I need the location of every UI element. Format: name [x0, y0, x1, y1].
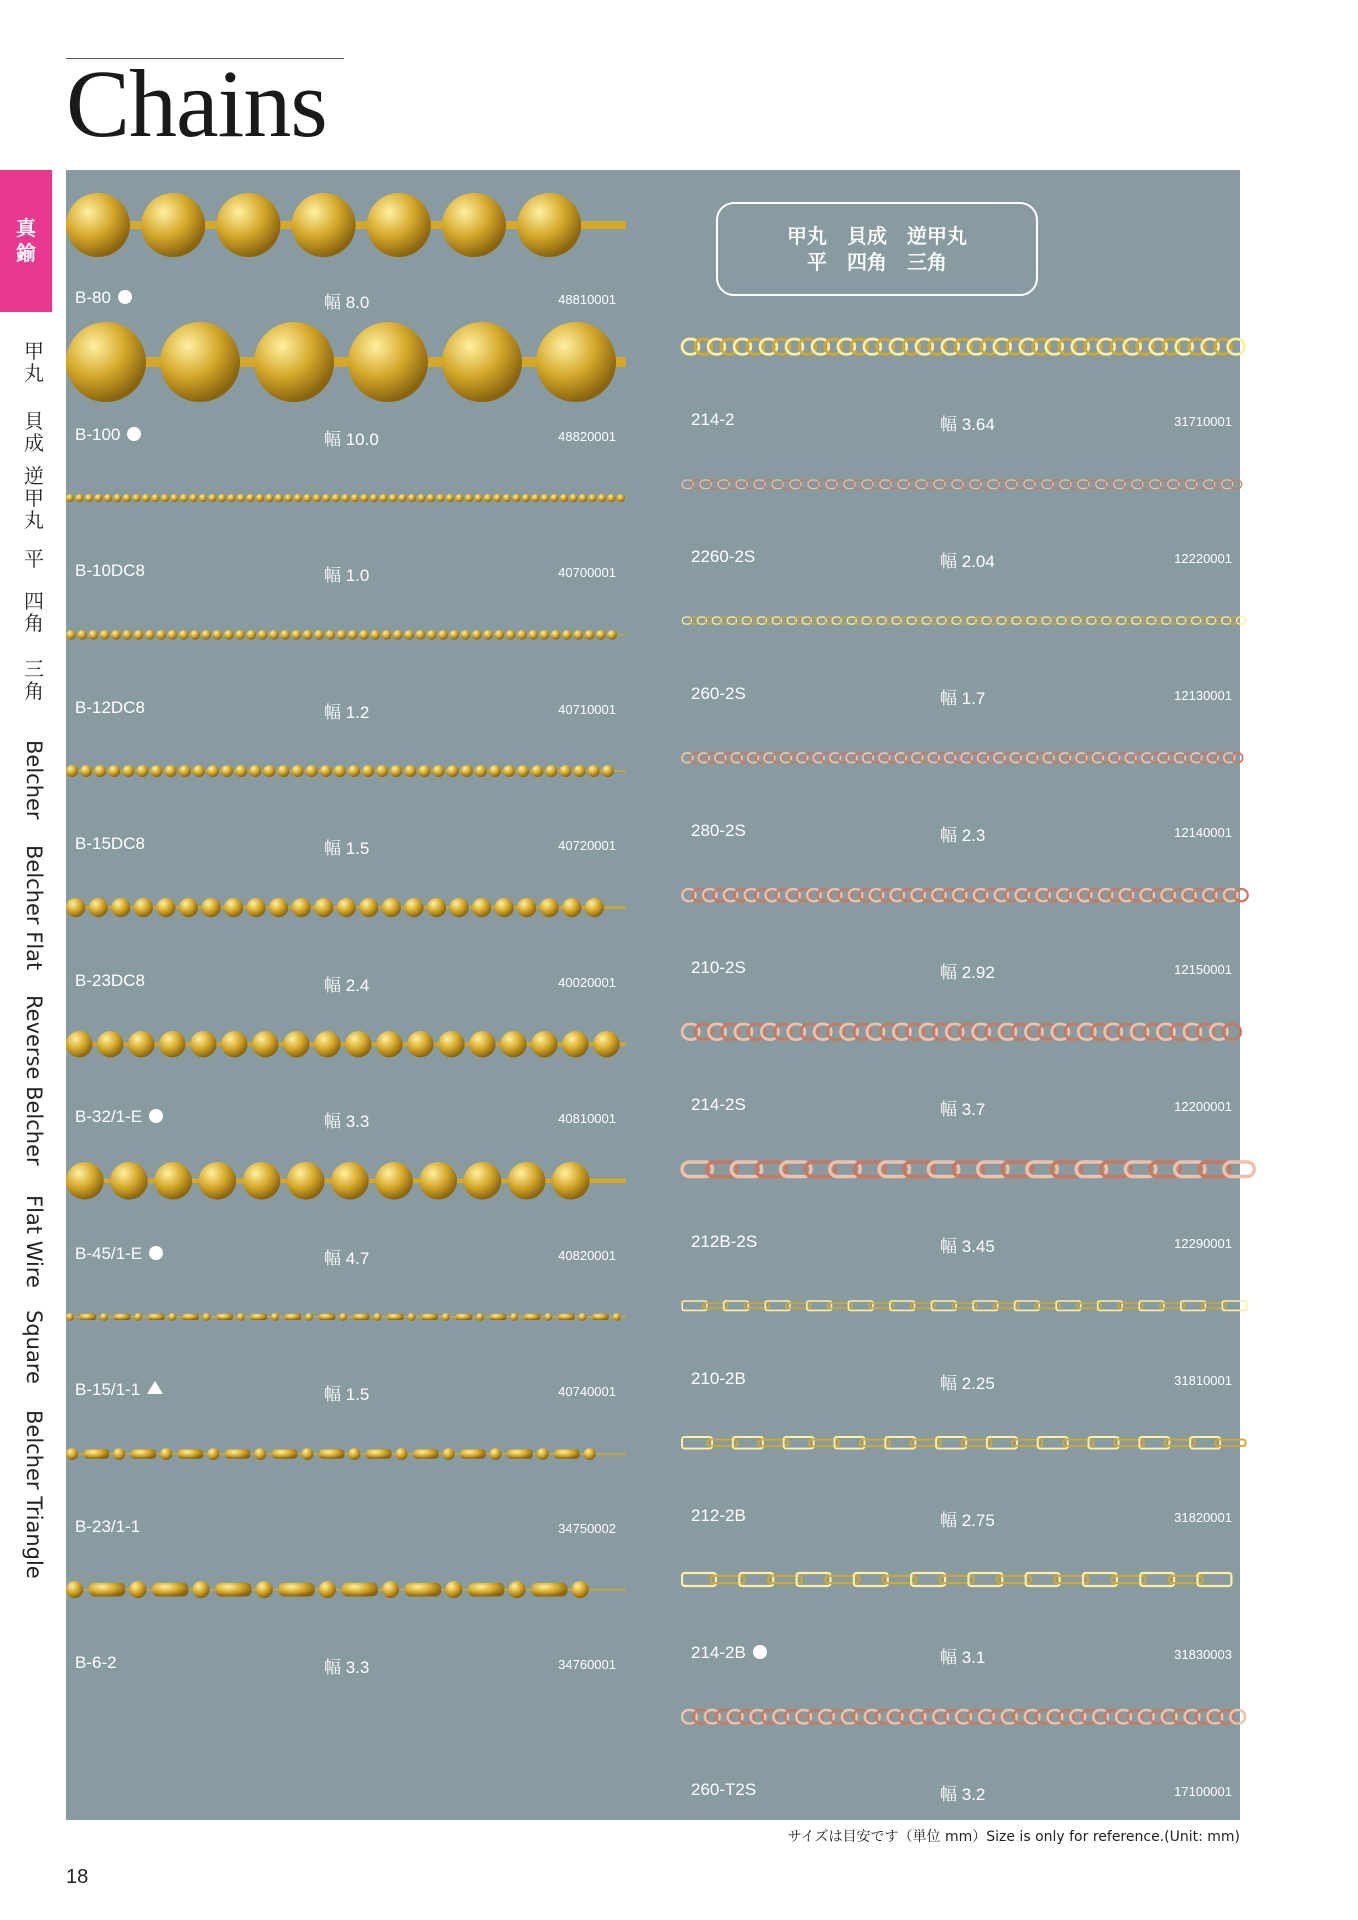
item-number: 34760001: [558, 1657, 616, 1672]
side-label-en: Belcher: [22, 740, 46, 820]
chain-image: [682, 335, 1242, 358]
item-number: 48820001: [558, 428, 616, 444]
chain-item: [682, 574, 1242, 708]
item-width: 幅 3.3: [324, 1112, 370, 1131]
item-code: [75, 1653, 117, 1673]
item-number: 12150001: [1174, 962, 1232, 977]
chain-image: [66, 491, 626, 505]
item-code: [691, 547, 755, 567]
side-label-jp: 平: [24, 547, 44, 571]
item-number: 40700001: [558, 565, 616, 580]
item-code-text: B-80: [75, 288, 111, 307]
size-footnote: サイズは目安です（単位 mm）Size is only for reference.(Unit: mm): [787, 1829, 1240, 1845]
side-label-jp: 三角: [24, 657, 44, 703]
circle-mark-icon: [127, 427, 141, 441]
item-code: [75, 971, 145, 991]
material-tab: [0, 170, 52, 312]
chain-image: [682, 749, 1242, 767]
item-code-text: 260-T2S: [691, 1780, 757, 1799]
item-width: 幅 10.0: [324, 429, 379, 449]
circle-mark-icon: [149, 1109, 163, 1123]
item-number: 40720001: [558, 838, 616, 853]
side-label-jp: 逆甲丸: [24, 464, 44, 532]
item-number: 40820001: [558, 1247, 616, 1263]
chain-item: [682, 300, 1242, 434]
chain-item: [66, 178, 626, 312]
item-width: 幅 2.3: [940, 826, 986, 845]
item-code: [75, 288, 132, 308]
item-code: [75, 1107, 163, 1127]
side-label-jp: 貝成: [24, 409, 44, 455]
chain-image: [682, 476, 1242, 493]
item-code-text: 214-2S: [691, 1095, 746, 1114]
item-code: [75, 834, 145, 854]
item-code: [691, 1506, 746, 1526]
chain-image: [66, 319, 626, 405]
item-code-text: 212B-2S: [691, 1232, 758, 1251]
chain-image: [66, 190, 626, 260]
item-code-text: B-6-2: [75, 1653, 117, 1672]
chain-item: [682, 437, 1242, 571]
item-number: 12140001: [1174, 825, 1232, 840]
item-code-text: B-12DC8: [75, 697, 145, 717]
triangle-mark-icon: [147, 1381, 163, 1394]
chain-catalog-panel: [66, 170, 1240, 1820]
chain-image: [682, 1569, 1242, 1590]
item-code-text: B-100: [75, 424, 121, 444]
side-label-en: Square: [22, 1310, 46, 1384]
item-width: 幅 3.3: [324, 1658, 370, 1677]
chain-item: [66, 1270, 626, 1404]
item-width: 幅 3.7: [940, 1100, 986, 1119]
item-number: 12200001: [1174, 1099, 1232, 1114]
chain-item: [682, 1259, 1242, 1393]
chain-image: [66, 1578, 626, 1601]
side-label-jp: 四角: [24, 589, 44, 635]
side-label-en: Belcher Triangle: [22, 1410, 46, 1579]
page-number: 18: [66, 1866, 89, 1888]
chain-item: [682, 985, 1242, 1119]
chain-item: [66, 451, 626, 585]
item-code-text: B-45/1-E: [75, 1243, 143, 1263]
item-code-text: 280-2S: [691, 821, 746, 840]
item-code: [75, 1380, 163, 1400]
item-code: [691, 1232, 757, 1252]
chain-item: [66, 861, 626, 995]
item-number: 34750002: [558, 1520, 616, 1536]
item-number: 31830003: [1174, 1647, 1232, 1662]
item-number: 12130001: [1174, 688, 1232, 703]
chain-image: [682, 1297, 1242, 1314]
chain-image: [66, 627, 626, 643]
item-width: 幅 3.1: [940, 1648, 986, 1667]
item-code: [75, 561, 145, 581]
item-width: 幅 2.25: [940, 1374, 995, 1393]
side-label-en: Reverse Belcher: [22, 995, 46, 1166]
chain-image: [66, 1159, 626, 1203]
item-number: 17100001: [1174, 1784, 1232, 1799]
circle-mark-icon: [753, 1645, 767, 1659]
material-tab-char: 真: [16, 216, 36, 240]
item-number: 40710001: [558, 701, 616, 717]
item-width: 幅 1.5: [324, 839, 370, 858]
item-width: 幅 2.04: [940, 552, 995, 571]
item-number: 40810001: [558, 1111, 616, 1126]
item-number: 31820001: [1174, 1510, 1232, 1525]
chain-image: [682, 1020, 1242, 1044]
chain-item: [682, 1533, 1242, 1667]
item-width: 幅 1.5: [324, 1385, 370, 1404]
chain-image: [66, 895, 626, 920]
item-code-text: B-32/1-E: [75, 1107, 143, 1126]
side-label-jp: 甲丸: [24, 339, 44, 385]
circle-mark-icon: [118, 290, 132, 304]
item-code: [691, 958, 746, 978]
item-width: 幅 2.4: [324, 975, 370, 995]
item-number: 12290001: [1174, 1236, 1232, 1251]
chain-item: [66, 997, 626, 1131]
item-number: 48810001: [558, 292, 616, 307]
chain-item: [682, 1396, 1242, 1530]
item-code: [691, 821, 746, 841]
item-number: 31810001: [1174, 1373, 1232, 1388]
item-code-text: B-10DC8: [75, 561, 145, 580]
item-code: [75, 698, 145, 718]
legend-box: [716, 202, 1038, 296]
chain-image: [682, 613, 1242, 628]
item-code: [691, 1369, 746, 1389]
chain-image: [66, 1445, 626, 1463]
legend-line: 平 四角 三角: [807, 250, 947, 274]
chain-item: [66, 588, 626, 722]
item-code-text: 260-2S: [691, 684, 746, 703]
item-code-text: 214-2B: [691, 1643, 746, 1662]
item-code: [691, 1643, 767, 1663]
chain-item: [66, 1134, 626, 1268]
chain-item: [66, 724, 626, 858]
material-tab-char: 鍮: [16, 241, 36, 265]
chain-item: [66, 315, 626, 449]
chain-image: [682, 1706, 1242, 1727]
item-number: 31710001: [1174, 414, 1232, 429]
item-code-text: 210-2B: [691, 1369, 746, 1388]
legend-line: 甲丸 貝成 逆甲丸: [787, 224, 967, 248]
item-number: 40740001: [558, 1384, 616, 1399]
item-code-text: 2260-2S: [691, 547, 756, 566]
item-width: 幅 1.0: [324, 566, 370, 585]
item-width: 幅 1.7: [940, 689, 986, 708]
item-code-text: 212-2B: [691, 1506, 746, 1525]
item-width: 幅 3.45: [940, 1237, 995, 1256]
chain-image: [682, 1433, 1242, 1453]
item-code-text: B-15/1-1: [75, 1380, 141, 1399]
chain-image: [682, 885, 1242, 905]
page-title: Chains: [66, 50, 327, 157]
item-code: [75, 1517, 140, 1537]
chain-item: [66, 1543, 626, 1677]
chain-item: [682, 1670, 1242, 1804]
item-code: [75, 1244, 163, 1264]
item-code: [691, 410, 734, 430]
item-code-text: B-15DC8: [75, 834, 145, 853]
item-width: 幅 3.2: [940, 1785, 986, 1804]
item-code-text: 214-2: [691, 410, 735, 429]
item-code-text: B-23DC8: [75, 970, 145, 990]
item-width: 幅 2.75: [940, 1511, 995, 1530]
item-code: [75, 425, 141, 445]
item-code-text: 210-2S: [691, 958, 746, 977]
side-label-en: Flat Wire: [22, 1195, 46, 1288]
item-code: [691, 1095, 746, 1115]
item-code: [691, 684, 746, 704]
item-number: 12220001: [1174, 551, 1232, 566]
item-width: 幅 2.92: [940, 963, 995, 982]
item-width: 幅 8.0: [324, 293, 370, 312]
chain-image: [66, 1028, 626, 1060]
chain-item: [682, 711, 1242, 845]
item-code-text: B-23/1-1: [75, 1516, 141, 1536]
chain-item: [66, 1407, 626, 1536]
side-label-en: Belcher Flat: [22, 845, 46, 971]
chain-image: [66, 762, 626, 780]
item-code: [691, 1780, 756, 1800]
item-width: 幅 3.64: [940, 415, 995, 434]
chain-image: [66, 1310, 626, 1324]
item-width: 幅 4.7: [324, 1248, 370, 1268]
circle-mark-icon: [149, 1246, 163, 1260]
chain-item: [682, 1122, 1242, 1256]
chain-item: [682, 848, 1242, 982]
item-width: 幅 1.2: [324, 702, 370, 722]
chain-image: [682, 1158, 1242, 1180]
item-number: 40020001: [558, 974, 616, 990]
